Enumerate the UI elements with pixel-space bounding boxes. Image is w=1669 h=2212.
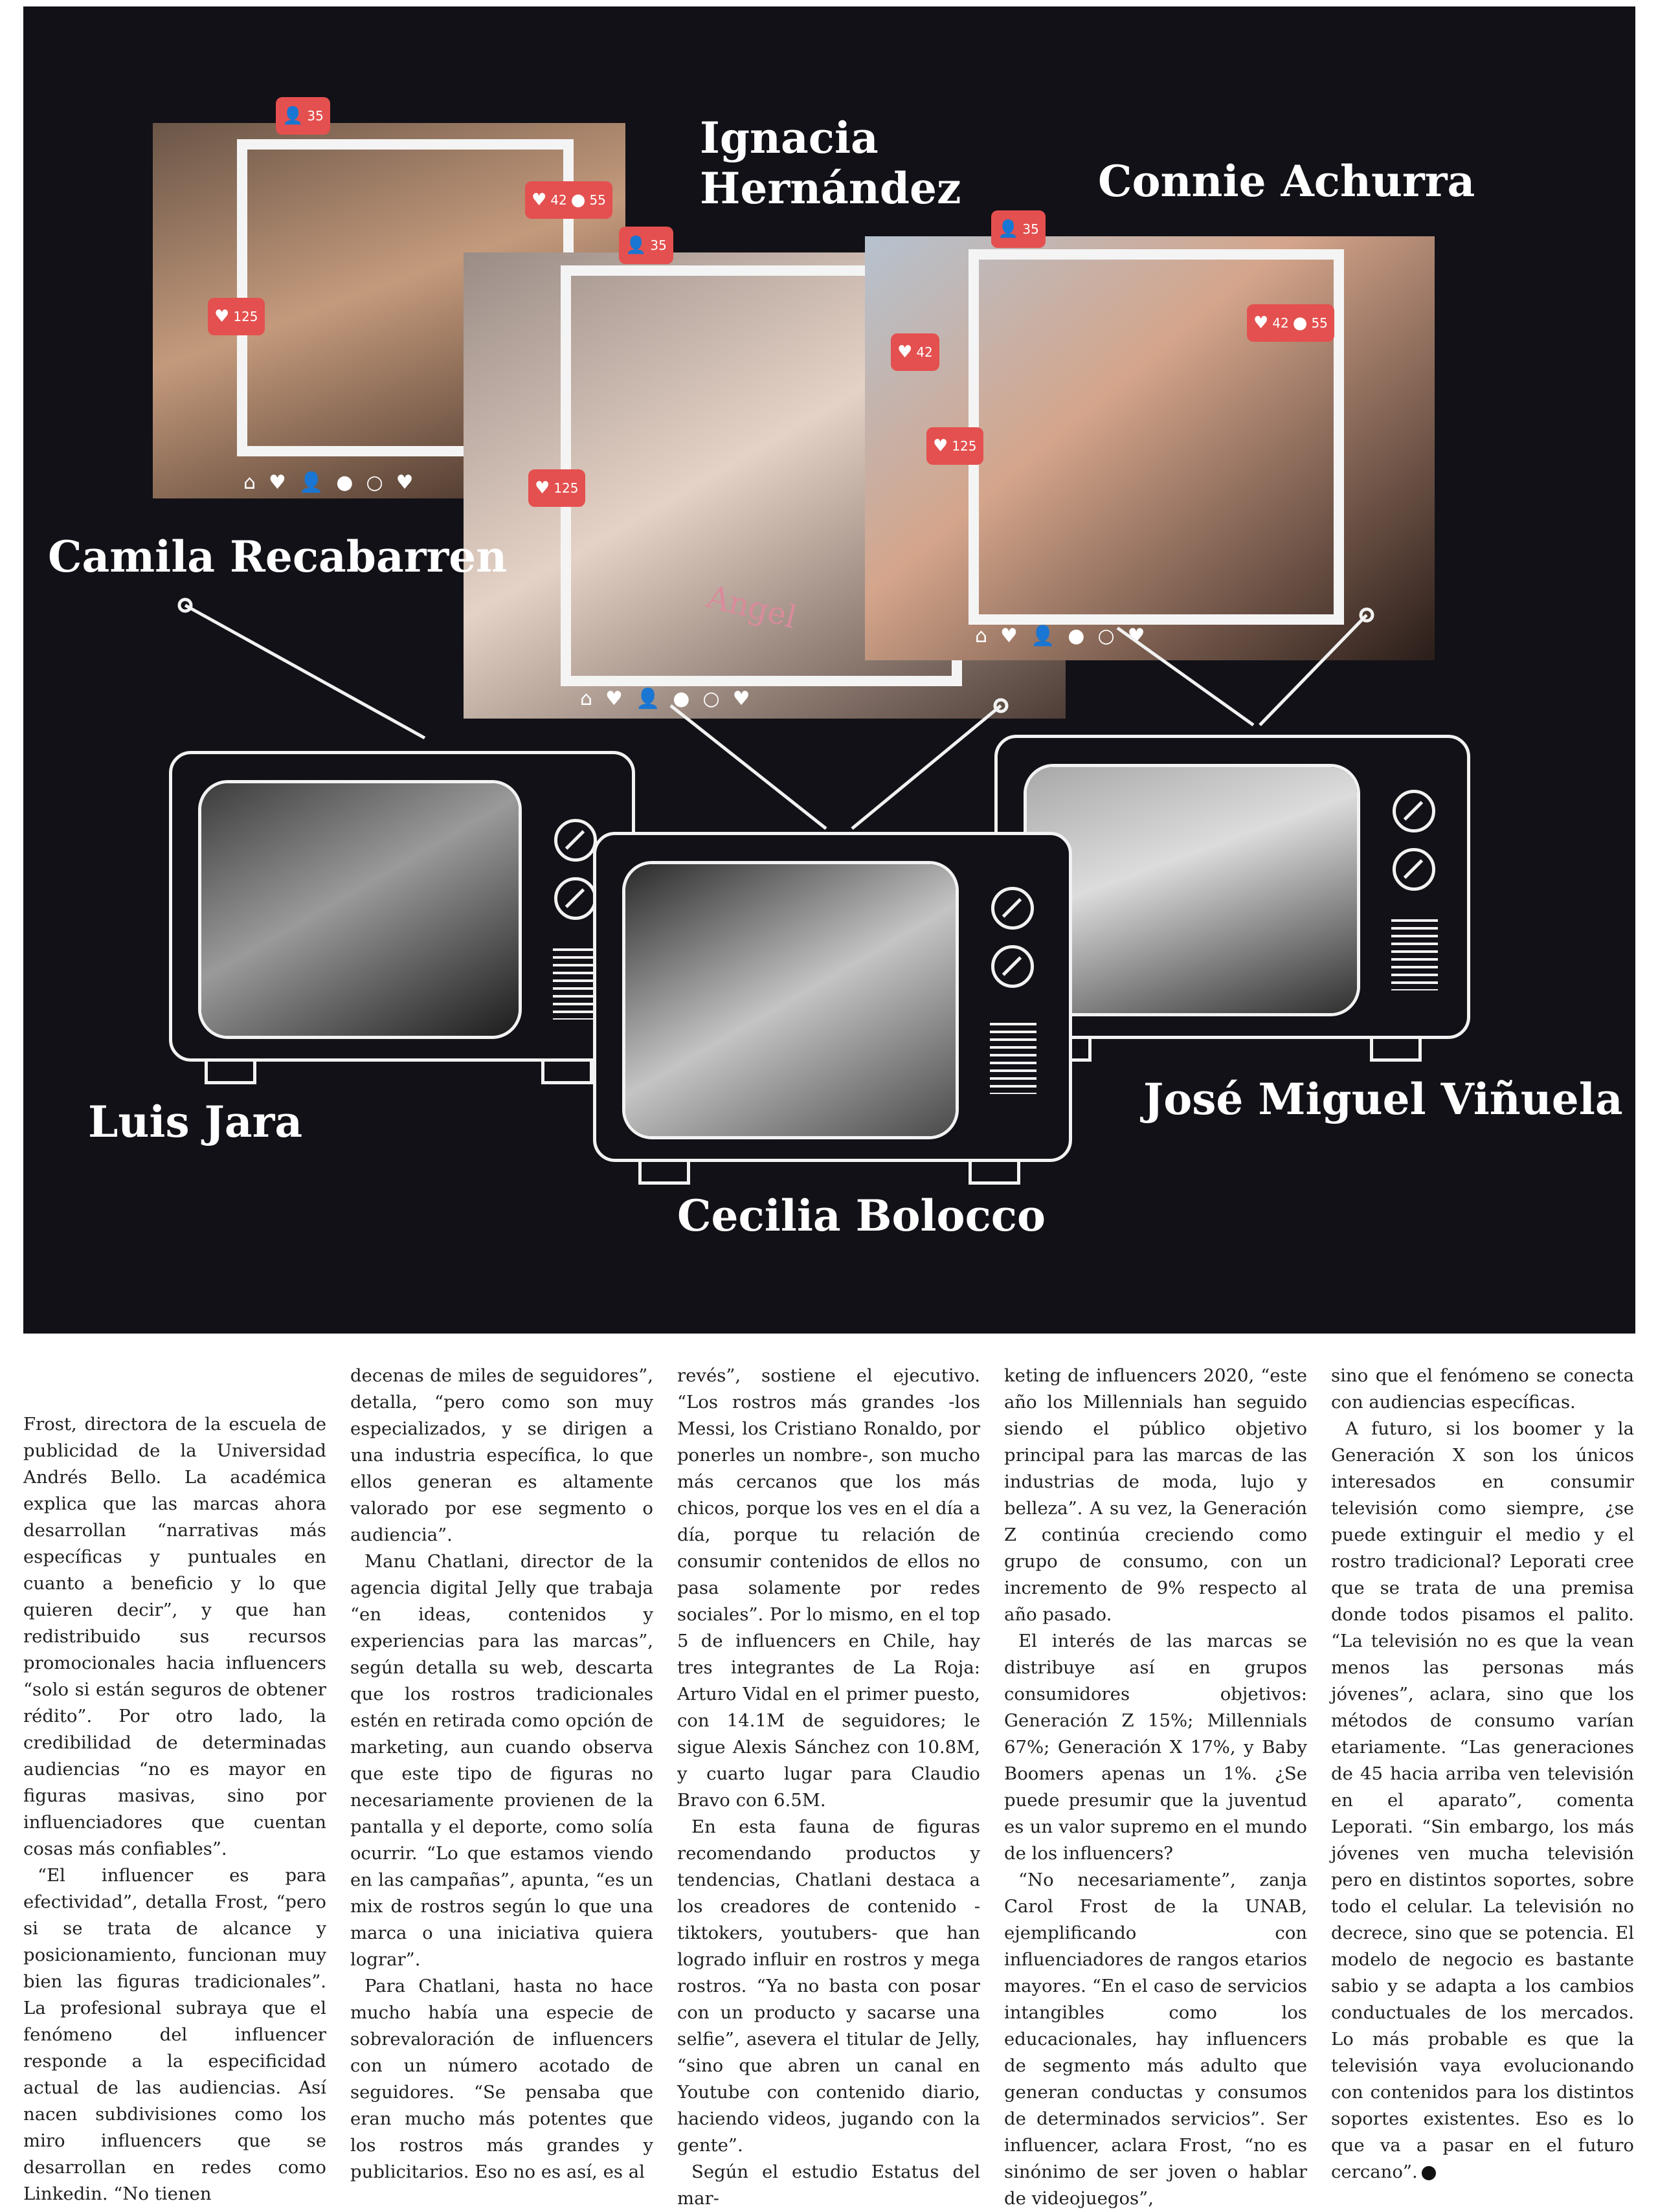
name-cecilia-bolocco: Cecilia Bolocco (677, 1190, 1046, 1241)
tv-set-center (593, 832, 1072, 1162)
tv-leg (1370, 1036, 1422, 1062)
user-icon: 👤 (282, 106, 304, 126)
paragraph: keting de influencers 2020, “este año los Millennials han seguido siendo el público objetivo principal para las marcas de las industrias de moda, lujo y belleza”. A su vez, la Generación Z continúa creciendo como grupo de consumo, con un incremento de 9% respecto al año pasado. (1004, 1365, 1307, 1625)
article-column-3 (677, 1363, 980, 2212)
paragraph: Frost, directora de la escuela de publicidad de la Universidad Andrés Bello. La académica explica que las marcas ahora desarrollan “narrativas más específicas y puntuales en cuanto a beneficio y lo que quieren decir”, y que han redistribuido sus recursos promocionales hacia influencers “solo si están seguros de obtener rédito”. Por otro lado, la credibilidad de determinadas audiencias “no es mayor en figuras masivas, sino por influenciadores que cuentan cosas más confiables”. (23, 1414, 326, 1859)
tv-knob-icon (1393, 848, 1435, 891)
photo-cecilia-bolocco (625, 864, 956, 1136)
paragraph: “No necesariamente”, zanja Carol Frost de la UNAB, ejemplificando con influenciadores de rangos etarios mayores. “En el caso de servicios intangibles como los educacionales, hay influencers de segmento más adulto que generan conductas y consumos de determinados servicios”. Ser influencer, aclara Frost, “no es sinónimo de ser joven o hablar de videojuegos”, (1004, 1870, 1307, 2209)
paragraph: Manu Chatlani, director de la agencia digital Jelly que trabaja “en ideas, contenidos y experiencias para las marcas”, según detalla su web, descarta que los rostros tradicionales estén en retirada como opción de marketing, aun cuando observa que este tipo de figuras no necesariamente provienen de la pantalla y el deporte, como solía ocurrir. “Lo que estamos viendo en las campañas”, apunta, “es un mix de rostros según lo que una marca o una iniciativa quiera lograr”. (350, 1551, 653, 1970)
article-column-2 (350, 1363, 653, 2185)
instagram-icon-bar-camila: ⌂♥👤●○♥ (243, 471, 427, 494)
tv-knob-icon (991, 887, 1034, 930)
tv-screen-right (1024, 764, 1360, 1016)
paragraph: sino que el fenómeno se conecta con audiencias específicas. (1331, 1365, 1634, 1413)
shirt-text: Angel (703, 578, 800, 636)
user-icon: 👤 (625, 236, 647, 255)
tv-leg (205, 1058, 256, 1084)
tv-speaker-grille (1391, 919, 1438, 990)
article-column-1 (23, 1411, 326, 2207)
tv-leg (969, 1159, 1020, 1185)
name-luis-jara: Luis Jara (88, 1097, 303, 1147)
followers-badge: 👤 35 (276, 97, 330, 135)
paragraph: Según el estudio Estatus del mar- (677, 2162, 980, 2209)
likes-badge: ♥ 125 (208, 298, 265, 335)
comment-icon: ● (570, 190, 586, 210)
name-camila-recabarren: Camila Recabarren (48, 531, 508, 582)
followers-badge: 👤 35 (619, 227, 673, 264)
tv-screen-left (198, 780, 522, 1039)
paragraph: decenas de miles de seguidores”, detalla, “pero como son muy especializados, y se dirigen a una industria específica, lo que ellos generan es altamente valorado por ese segmento o audiencia”. (350, 1365, 653, 1545)
heart-icon: ♥ (1253, 313, 1269, 333)
heart-icon: ♥ (532, 190, 547, 210)
article-body (23, 1363, 1635, 2209)
comment-icon: ● (1292, 313, 1308, 333)
photo-jose-miguel-vinuela (1027, 767, 1357, 1013)
user-icon: 👤 (998, 219, 1019, 239)
tv-set-left (169, 751, 635, 1062)
tv-leg (638, 1159, 690, 1185)
paragraph: En esta fauna de figuras recomendando productos y tendencias, Chatlani destaca a los creadores de contenido -tiktokers, youtubers- que han logrado influir en rostros y mega rostros. “Ya no basta con posar con un producto y sacarse una selfie”, asevera el titular de Jelly, “sino que abren un canal en Youtube con contenido diario, haciendo videos, jugando con la gente”. (677, 1816, 980, 2156)
heart-icon: ♥ (933, 436, 948, 456)
likes-badge: ♥ 125 (528, 469, 585, 507)
paragraph: Para Chatlani, hasta no hace mucho había una especie de sobrevaloración de influencers con un número acotado de seguidores. “Se pensaba que eran mucho más potentes que los rostros más grandes y publicitarios. Eso no es así, es al (350, 1976, 653, 2182)
paragraph: revés”, sostiene el ejecutivo. “Los rostros más grandes -los Messi, los Cristiano Ronaldo, por ponerles un nombre-, son mucho más cercanos que los más chicos, porque los ves en el día a día, porque tu relación de consumir contenidos de ellos no pasa solamente por redes sociales”. Por lo mismo, en el top 5 de influencers en Chile, hay tres integrantes de La Roja: Arturo Vidal en el primer puesto, con 14.1M de seguidores; le sigue Alexis Sánchez con 10.8M, y cuarto lugar para Claudio Bravo con 6.5M. (677, 1365, 980, 1811)
likes-badge: ♥ 125 (926, 427, 983, 465)
tv-knob-icon (1393, 790, 1435, 832)
tv-knob-icon (554, 819, 597, 862)
tv-screen-center (622, 861, 959, 1139)
photo-luis-jara (201, 783, 519, 1036)
heart-icon: ♥ (214, 307, 230, 326)
likes-comments-badge: ♥ 42 ● 55 (525, 181, 612, 219)
likes-comments-badge: ♥ 42 (891, 333, 939, 371)
hero-illustration (23, 6, 1635, 1334)
tv-knob-icon (554, 877, 597, 920)
instagram-icon-bar-connie: ⌂♥👤●○♥ (975, 625, 1158, 647)
tv-leg (541, 1058, 593, 1084)
likes-comments-badge: ♥ 42 ● 55 (1247, 304, 1334, 342)
instagram-icon-bar-ignacia: ⌂♥👤●○♥ (580, 687, 763, 710)
tv-speaker-grille (990, 1023, 1036, 1094)
heart-icon: ♥ (897, 342, 913, 362)
name-jose-miguel-vinuela: José Miguel Viñuela (1143, 1074, 1623, 1124)
tv-knob-icon (991, 945, 1034, 988)
paragraph: A futuro, si los boomer y la Generación X son los únicos interesados en consumir televisión como siempre, ¿se puede extinguir el medio y el rostro tradicional? Leporati cree que se trata de una premisa donde todos pisamos el palito. “La televisión no es que la vean menos las personas más jóvenes”, aclara, sino que los métodos de consumo varían etariamente. “Las generaciones de 45 hacia arriba ven televisión en el aparato”, comenta Leporati. “Sin embargo, los más jóvenes ven mucha televisión pero en distintos soportes, sobre todo el celular. La televisión no decrece, sino que se potencia. El modelo de negocio es bastante sabio y se adapta a los cambios conductuales de los mercados. Lo más probable es que la televisión vaya evolucionando con contenidos para los distintos soportes existentes. Eso es lo que va a pasar en el futuro cercano”. (1331, 1418, 1634, 2182)
name-ignacia-hernandez: Ignacia Hernández (700, 113, 961, 214)
heart-icon: ♥ (535, 478, 550, 498)
paragraph: El interés de las marcas se distribuye así en grupos consumidores objetivos: Generación Z 15%; Millennials 67%; Generación X 17%, y Baby Boomers apenas un 1%. ¿Se puede presumir que la juventud es un valor supremo en el mundo de los influencers? (1004, 1631, 1307, 1864)
name-connie-achurra: Connie Achurra (1098, 156, 1475, 207)
article-column-4 (1004, 1363, 1307, 2212)
article-column-5 (1331, 1363, 1634, 2185)
followers-badge: 👤 35 (991, 210, 1046, 248)
paragraph: “El influencer es para efectividad”, detalla Frost, “pero si se trata de alcance y posicionamiento, funcionan muy bien las figuras tradicionales”. La profesional subraya que el fenómeno del influencer responde a la especificidad actual de las audiencias. Así nacen subdivisiones como los miro influencers que se desarrollan en redes como Linkedin. “No tienen (23, 1865, 326, 2204)
